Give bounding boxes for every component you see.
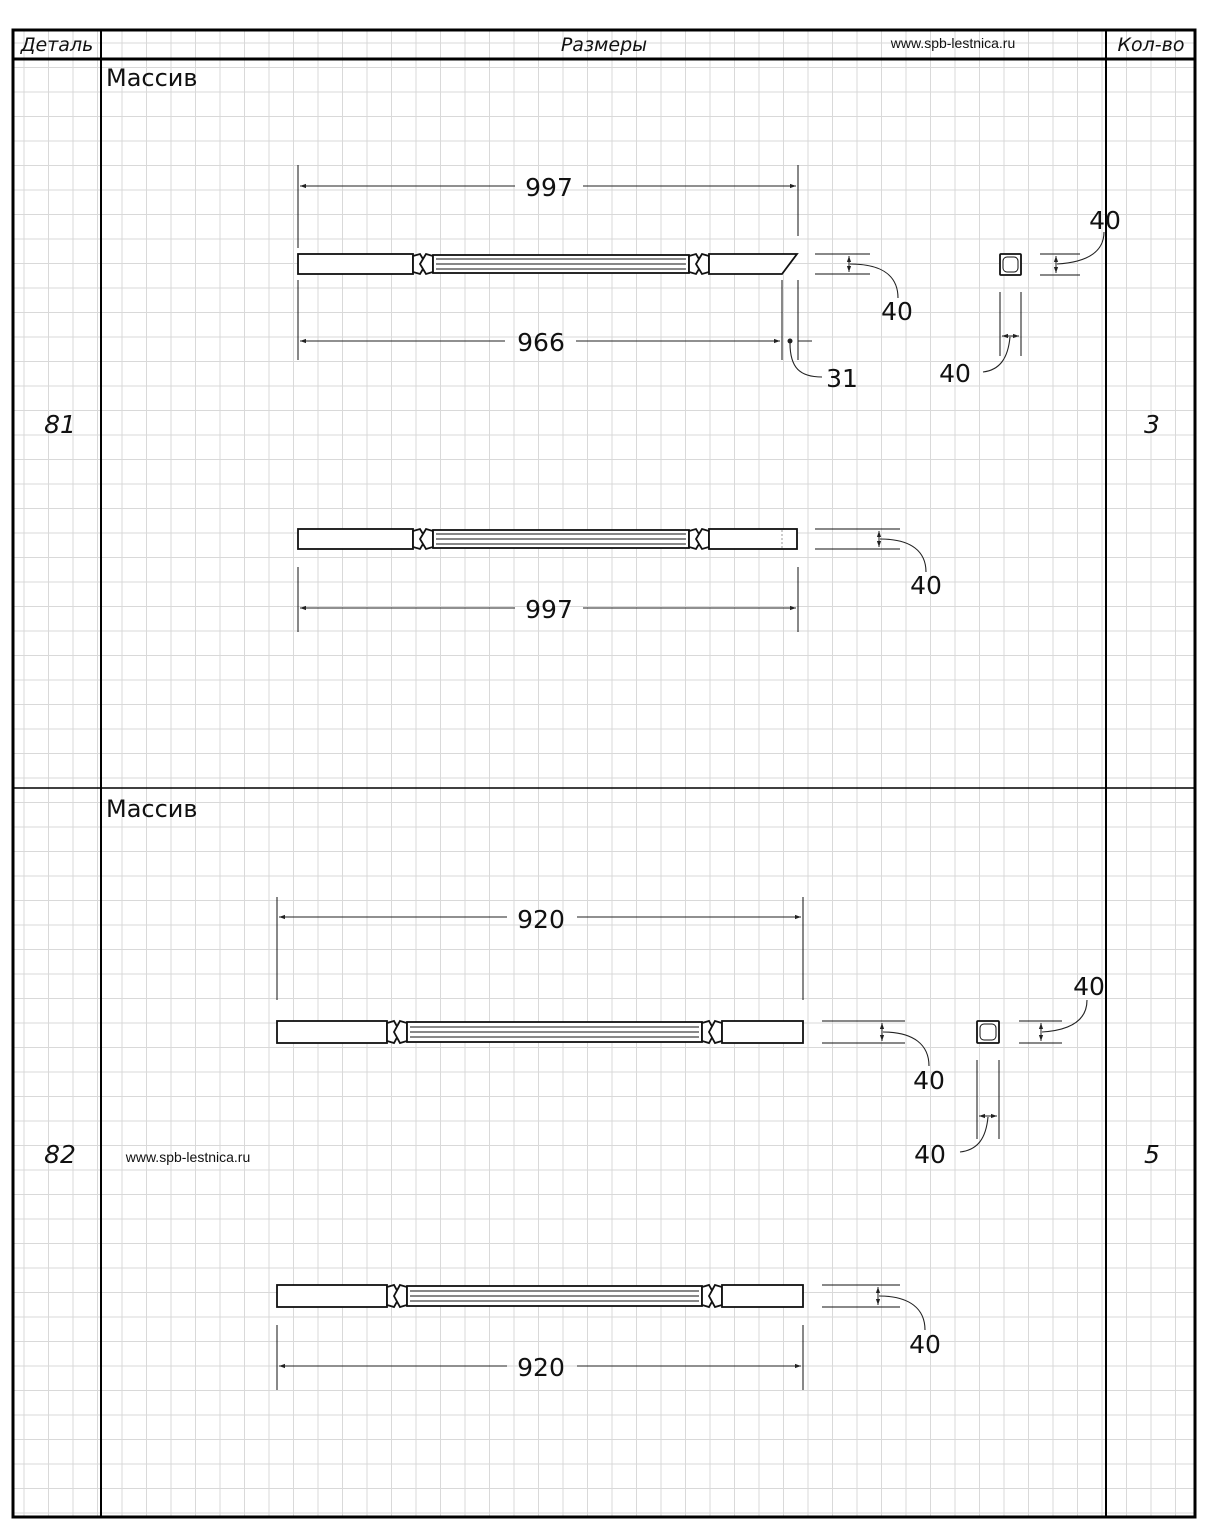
dim-square-width: 40 [939,359,971,388]
dim-offset-top: 31 [826,364,858,393]
part-number: 82 [44,1140,76,1169]
baluster-top-view [298,254,797,274]
dim-square-width: 40 [914,1140,946,1169]
dim-length-bottom: 920 [517,1353,565,1382]
dim-length-top: 920 [517,905,565,934]
material-label: Массив [106,64,198,92]
header-qty-label: Кол-во [1117,34,1185,56]
dim-height-bottom: 40 [909,1330,941,1359]
baluster-side-view [298,529,797,549]
dim-height-bottom: 40 [910,571,942,600]
dim-square-height: 40 [1073,972,1105,1001]
dim-height-top: 40 [881,297,913,326]
header-website: www.spb-lestnica.ru [890,35,1016,51]
header-sizes-label: Размеры [560,34,648,56]
dim-length-top: 997 [525,173,573,202]
dim-square-height: 40 [1089,206,1121,235]
header-part-label: Деталь [20,34,94,56]
quantity: 3 [1144,410,1160,439]
row-website: www.spb-lestnica.ru [125,1149,251,1165]
quantity: 5 [1144,1140,1160,1169]
material-label: Массив [106,795,198,823]
dim-inner-length-top: 966 [517,328,565,357]
baluster-top-view [277,1021,803,1043]
baluster-side-view [277,1285,803,1307]
dim-height-top: 40 [913,1066,945,1095]
table-header [20,34,1185,56]
dim-length-bottom: 997 [525,595,573,624]
row-part-82 [44,795,1160,1390]
row-part-81 [44,64,1160,632]
part-number: 81 [44,410,76,439]
